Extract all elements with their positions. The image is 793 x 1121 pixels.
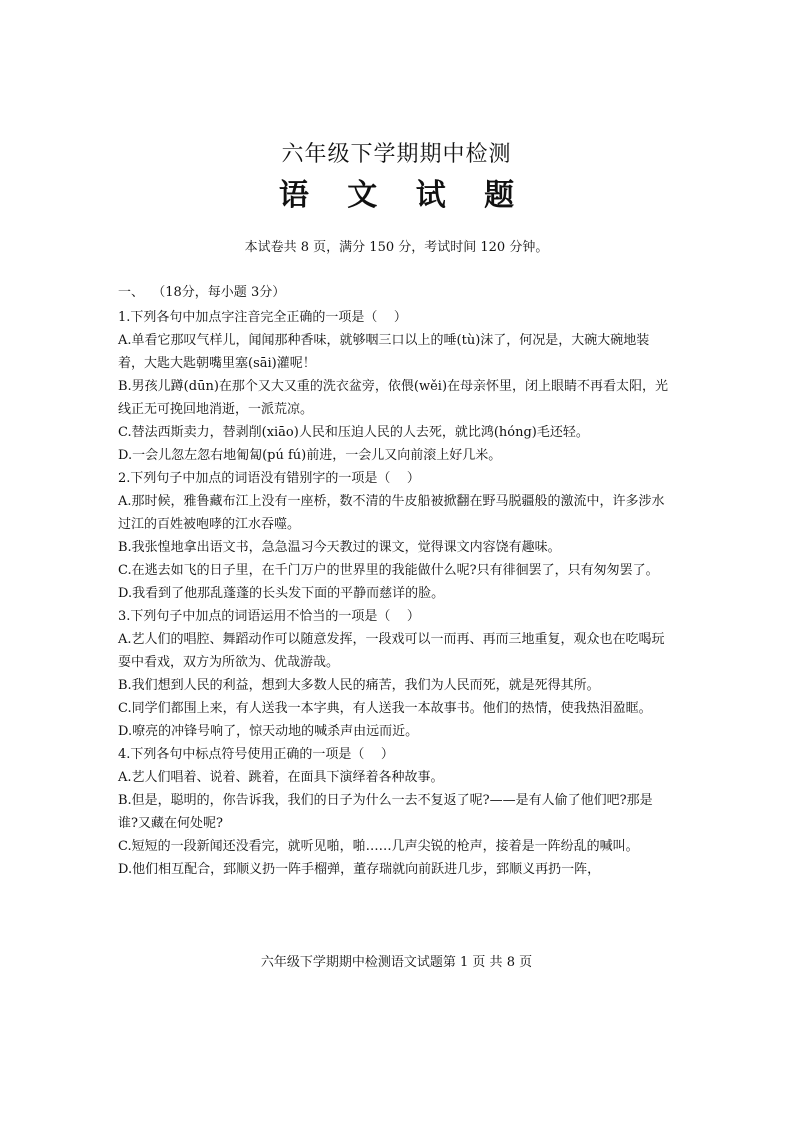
option-c: C.短短的一段新闻还没看完，就听见啪，啪……几声尖锐的枪声，接着是一阵纷乱的喊叫。 <box>118 839 639 854</box>
option-d: D.他们相互配合，郅顺义扔一阵手榴弹，董存瑞就向前跃进几步，郅顺义再扔一阵， <box>118 862 601 877</box>
option-b: B.我们想到人民的利益，想到大多数人民的痛苦，我们为人民而死，就是死得其所。 <box>118 678 600 693</box>
question-stem: 4.下列各句中标点符号使用正确的一项是（ ） <box>118 747 394 762</box>
option-a: A.单看它那叹气样儿，闻闻那种香味，就够咽三口以上的唾(tù)沫了，何况是，大碗大碗地装着，大匙大匙朝嘴里塞(sāi)灌呢！ <box>118 333 650 371</box>
option-a: A.艺人们的唱腔、舞蹈动作可以随意发挥，一段戏可以一而再、再而三地重复，观众也在吃喝玩耍中看戏，双方为所欲为、优哉游哉。 <box>118 632 665 670</box>
option-c: C.在逃去如飞的日子里，在千门万户的世界里的我能做什么呢?只有徘徊罢了，只有匆匆罢了。 <box>118 563 659 578</box>
option-b: B.我张惶地拿出语文书，急急温习今天教过的课文，觉得课文内容饶有趣味。 <box>118 540 561 555</box>
question-stem: 3.下列句子中加点的词语运用不恰当的一项是（ ） <box>118 609 420 624</box>
question-stem: 1.下列各句中加点字注音完全正确的一项是（ ） <box>118 310 407 325</box>
question-stem: 2.下列句子中加点的词语没有错别字的一项是（ ） <box>118 471 420 486</box>
question-2 <box>118 467 670 605</box>
section-heading: 一、 （18分，每小题 3分） <box>118 285 286 300</box>
question-1 <box>118 306 670 467</box>
option-c: C.替法西斯卖力，替剥削(xiāo)人民和压迫人民的人去死，就比鸿(hóng)毛还轻。 <box>118 425 589 440</box>
exam-info: 本试卷共 8 页，满分 150 分，考试时间 120 分钟。 <box>244 240 549 255</box>
question-3 <box>118 605 670 743</box>
option-b: B.但是，聪明的，你告诉我，我们的日子为什么一去不复返了呢?——是有人偷了他们吧?那是谁?又藏在何处呢? <box>118 793 653 831</box>
option-d: D.嘹亮的冲锋号响了，惊天动地的喊杀声由远而近。 <box>118 724 419 739</box>
question-4 <box>118 743 670 881</box>
exam-title: 六年级下学期期中检测 <box>281 142 512 167</box>
exam-content <box>118 282 670 881</box>
subject-title: 语 文 试 题 <box>278 178 529 213</box>
option-d: D.一会儿忽左忽右地匍匐(pú fú)前进，一会儿又向前滚上好几米。 <box>118 448 502 463</box>
option-d: D.我看到了他那乱蓬蓬的长头发下面的平静而慈详的脸。 <box>118 586 445 601</box>
option-a: A.艺人们唱着、说着、跳着，在面具下演绎着各种故事。 <box>118 770 444 785</box>
option-c: C.同学们都围上来，有人送我一本字典，有人送我一本故事书。他们的热情，使我热泪盈眶。 <box>118 701 652 716</box>
option-a: A.那时候，雅鲁藏布江上没有一座桥，数不清的牛皮船被掀翻在野马脱疆般的激流中，许多涉水过江的百姓被咆哮的江水吞噬。 <box>118 494 665 532</box>
page-footer: 六年级下学期期中检测语文试题第 1 页 共 8 页 <box>260 955 533 970</box>
option-b: B.男孩儿蹲(dūn)在那个又大又重的洗衣盆旁，依偎(wěi)在母亲怀里，闭上眼睛不再看太阳，光线正无可挽回地消逝，一派荒凉。 <box>118 379 669 417</box>
